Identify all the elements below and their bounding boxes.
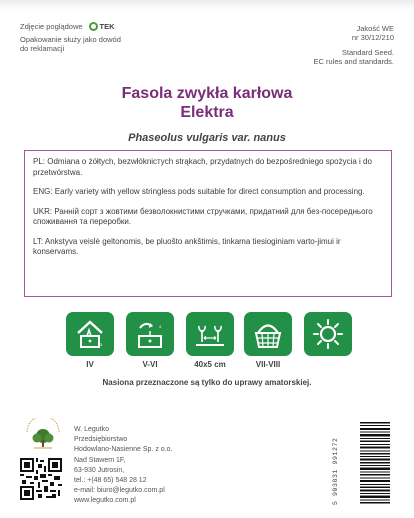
greenhouse-sowing-icon bbox=[66, 312, 114, 356]
description-lt: LT: Ankstyva veislė geltonomis, be pluošto ankštimis, tinkama tiesioginiam varto-jimui ir konservams. bbox=[33, 236, 341, 256]
icon-label: 40x5 cm bbox=[194, 360, 226, 369]
company-website: www.legutko.com.pl bbox=[74, 497, 136, 505]
icon-label: IV bbox=[86, 360, 94, 369]
quality-number: nr 30/12/210 bbox=[351, 33, 394, 42]
svg-text:4: 4 bbox=[159, 324, 162, 329]
cultivation-icons bbox=[0, 312, 414, 372]
icon-item bbox=[186, 312, 234, 369]
spacing-icon bbox=[186, 312, 234, 356]
icon-label: VII-VIII bbox=[255, 360, 281, 369]
description-box bbox=[24, 150, 392, 297]
standard-line-1: Standard Seed. bbox=[341, 48, 394, 57]
top-right-info bbox=[314, 24, 394, 66]
icon-item bbox=[244, 312, 292, 369]
barcode-digits: 5 903831 991272 bbox=[332, 437, 339, 505]
packet-fold-edge bbox=[0, 0, 414, 10]
tek-label: TEK bbox=[99, 22, 115, 31]
company-line: 63-930 Jutrosin, bbox=[74, 466, 125, 474]
icon-item bbox=[126, 312, 174, 369]
icon-item bbox=[66, 312, 114, 369]
harvest-basket-icon bbox=[244, 312, 292, 356]
outdoor-sowing-icon bbox=[126, 312, 174, 356]
company-email: e-mail: biuro@legutko.com.pl bbox=[74, 487, 165, 495]
qr-code bbox=[20, 458, 62, 500]
company-address bbox=[74, 425, 172, 507]
amateur-use-note: Nasiona przeznaczone są tylko do uprawy amatorskiej. bbox=[102, 378, 312, 387]
standard-line-2: EC rules and standards. bbox=[313, 57, 394, 66]
tek-icon bbox=[89, 22, 98, 31]
icon-label: V-VI bbox=[142, 360, 158, 369]
tek-logo bbox=[89, 22, 115, 31]
svg-text:3: 3 bbox=[100, 342, 103, 347]
description-pl: PL: Odmiana o żółtych, bezwłókniстych strąkach, przydatnych do bezpośredniego spożycia i do przetwórstwa. bbox=[33, 157, 372, 177]
company-line: Hodowlano-Nasienne Sp. z o.o. bbox=[74, 446, 173, 454]
product-name-line-2: Elektra bbox=[180, 104, 234, 121]
company-phone: tel.: +(48 65) 548 28 12 bbox=[74, 477, 147, 485]
description-ukr: UKR: Ранній сорт з жовтими безволокнистими стручками, придатний для без-посереднього споживання та переробки. bbox=[33, 206, 373, 226]
icon-item bbox=[304, 312, 352, 356]
company-logo bbox=[22, 418, 64, 461]
company-line: Przedsiębiorstwo bbox=[74, 436, 128, 444]
preview-label: Zdjęcie poglądowe bbox=[20, 22, 83, 31]
barcode bbox=[350, 420, 390, 505]
complaint-note: Opakowanie służy jako dowód do reklamacji bbox=[20, 35, 121, 53]
quality-label: Jakość WE bbox=[356, 24, 394, 33]
company-line: Nad Stawem 1F, bbox=[74, 456, 126, 464]
product-name-line-1: Fasola zwykła karłowa bbox=[121, 85, 293, 102]
company-line: W. Legutko bbox=[74, 426, 110, 433]
product-title-block bbox=[0, 84, 414, 144]
description-eng: ENG: Early variety with yellow stringless pods suitable for direct consumption and processing. bbox=[33, 187, 365, 196]
latin-name: Phaseolus vulgaris var. nanus bbox=[128, 132, 286, 144]
top-left-info bbox=[20, 22, 130, 53]
full-sun-icon bbox=[304, 312, 352, 356]
